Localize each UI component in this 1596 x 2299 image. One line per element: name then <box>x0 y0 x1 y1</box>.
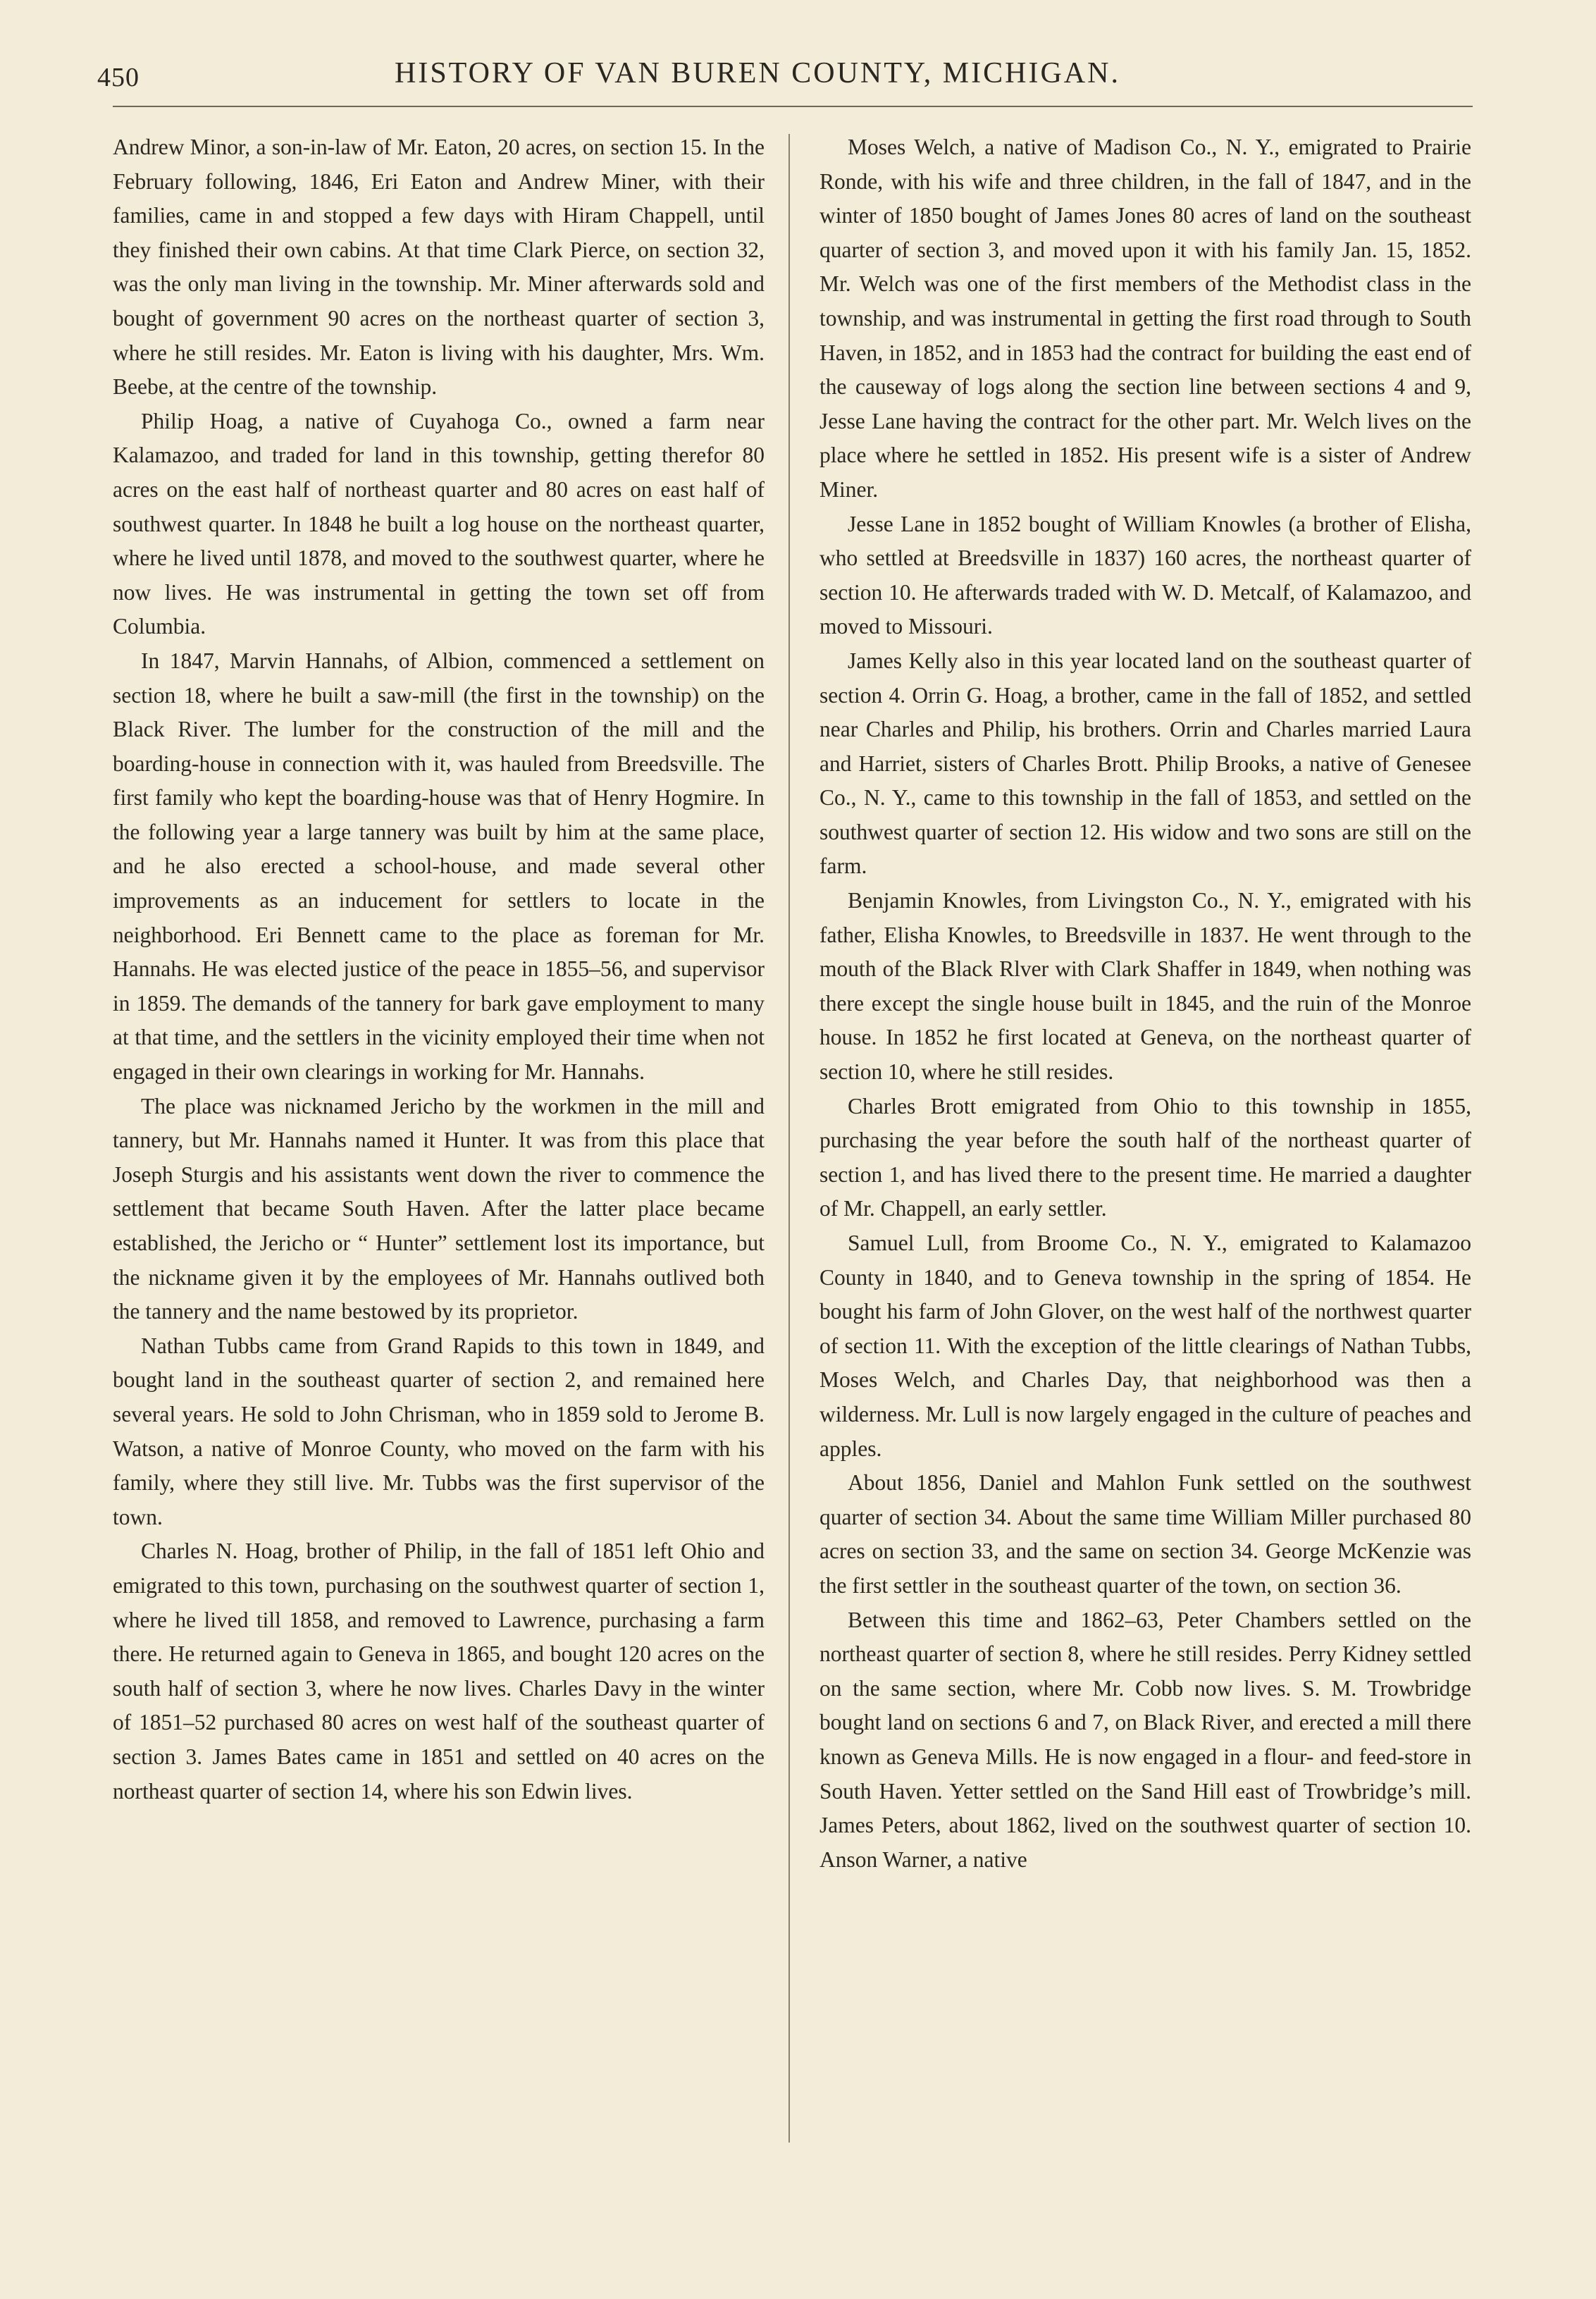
paragraph: Philip Hoag, a native of Cuyahoga Co., owned a farm near Kalamazoo, and traded for land in this township, getting therefor 80 acres on the east half of northeast quarter and 80 acres on east half of southwest quarter. In 1848 he built a log house on the northeast quarter, where he lived until 1878, and moved to the southwest quarter, where he now lives. He was instrumental in getting the town set off from Columbia. <box>113 408 765 639</box>
column-divider <box>788 134 790 2143</box>
paragraph: Charles N. Hoag, brother of Philip, in the fall of 1851 left Ohio and emigrated to this town, purchasing on the southwest quarter of section 1, where he lived till 1858, and removed to Lawrence, purchasing a farm there. He returned again to Geneva in 1865, and bought 120 acres on the south half of section 3, where he now lives. Charles Davy in the winter of 1851–52 purchased 80 acres on west half of the southeast quarter of section 3. James Bates came in 1851 and settled on 40 acres on the northeast quarter of section 14, where his son Edwin lives. <box>113 1539 765 1804</box>
paragraph: Moses Welch, a native of Madison Co., N. Y., emigrated to Prairie Ronde, with his wife and three children, in the fall of 1847, and in the winter of 1850 bought of James Jones 80 acres of land on the southeast quarter of section 3, and moved upon it with his family Jan. 15, 1852. Mr. Welch was one of the first members of the Methodist class in the township, and was instrumental in getting the first road through to South Haven, in 1852, and in 1853 had the contract for building the east end of the causeway of logs along the section line between sections 4 and 9, Jesse Lane having the contract for the other part. Mr. Welch lives on the place where he settled in 1852. His present wife is a sister of Andrew Miner. <box>819 135 1471 502</box>
paragraph: Nathan Tubbs came from Grand Rapids to this town in 1849, and bought land in the southeast quarter of section 2, and remained here several years. He sold to John Chrisman, who in 1859 sold to Jerome B. Watson, a native of Monroe County, who moved on the farm with his family, where they still live. Mr. Tubbs was the first supervisor of the town. <box>113 1333 765 1529</box>
page-number: 450 <box>97 63 140 92</box>
paragraph: Samuel Lull, from Broome Co., N. Y., emigrated to Kalamazoo County in 1840, and to Geneva township in the spring of 1854. He bought his farm of John Glover, on the west half of the northwest quarter of section 11. With the exception of the little clearings of Nathan Tubbs, Moses Welch, and Charles Day, that neighborhood was then a wilderness. Mr. Lull is now largely engaged in the culture of peaches and apples. <box>819 1231 1471 1461</box>
paragraph: In 1847, Marvin Hannahs, of Albion, commenced a settlement on section 18, where he built a saw-mill (the first in the township) on the Black River. The lumber for the construction of the mill and the boarding-house in connection with it, was hauled from Breedsville. The first family who kept the boarding-house was that of Henry Hogmire. In the following year a large tannery was built by him at the same place, and he also erected a school-house, and made several other improvements as an inducement for settlers to locate in the neighborhood. Eri Bennett came to the place as foreman for Mr. Hannahs. He was elected justice of the peace in 1855–56, and supervisor in 1859. The demands of the tannery for bark gave employment to many at that time, and the settlers in the vicinity employed their time when not engaged in their own clearings in working for Mr. Hannahs. <box>113 648 765 1085</box>
paragraph: About 1856, Daniel and Mahlon Funk settled on the southwest quarter of section 34. About the same time William Miller purchased 80 acres on section 33, and the same on section 34. George McKenzie was the first settler in the southeast quarter of the town, on section 36. <box>819 1470 1471 1598</box>
paragraph: Benjamin Knowles, from Livingston Co., N. Y., emigrated with his father, Elisha Knowles, to Breedsville in 1837. He went through to the mouth of the Black Rlver with Clark Shaffer in 1849, when nothing was there except the single house built in 1845, and the ruin of the Monroe house. In 1852 he first located at Geneva, on the northeast quarter of section 10, where he still resides. <box>819 888 1471 1085</box>
paragraph: The place was nicknamed Jericho by the workmen in the mill and tannery, but Mr. Hannahs named it Hunter. It was from this place that Joseph Sturgis and his assistants went down the river to commence the settlement that became South Haven. After the latter place became established, the Jericho or “ Hunter” settlement lost its importance, but the nickname given it by the employees of Mr. Hannahs outlived both the tannery and the name bestowed by its proprietor. <box>113 1093 765 1324</box>
running-title: HISTORY OF VAN BUREN COUNTY, MICHIGAN. <box>395 57 1120 90</box>
paragraph: James Kelly also in this year located land on the southeast quarter of section 4. Orrin G. Hoag, a brother, came in the fall of 1852, and settled near Charles and Philip, his brothers. Orrin and Charles married Laura and Harriet, sisters of Charles Brott. Philip Brooks, a native of Genesee Co., N. Y., came to this township in the fall of 1853, and settled on the southwest quarter of section 12. His widow and two sons are still on the farm. <box>819 648 1471 879</box>
header-rule <box>113 106 1473 107</box>
paragraph: Charles Brott emigrated from Ohio to this township in 1855, purchasing the year before the south half of the northeast quarter of section 1, and has lived there to the present time. He married a daughter of Mr. Chappell, an early settler. <box>819 1093 1471 1221</box>
right-column <box>819 130 1471 1877</box>
left-column <box>113 130 765 1808</box>
paragraph: Andrew Minor, a son-in-law of Mr. Eaton, 20 acres, on section 15. In the February following, 1846, Eri Eaton and Andrew Miner, with their families, came in and stopped a few days with Hiram Chappell, until they finished their own cabins. At that time Clark Pierce, on section 32, was the only man living in the township. Mr. Miner afterwards sold and bought of government 90 acres on the northeast quarter of section 3, where he still resides. Mr. Eaton is living with his daughter, Mrs. Wm. Beebe, at the centre of the township. <box>113 135 765 400</box>
paragraph: Between this time and 1862–63, Peter Chambers settled on the northeast quarter of section 8, where he still resides. Perry Kidney settled on the same section, where Mr. Cobb now lives. S. M. Trowbridge bought land on sections 6 and 7, on Black River, and erected a mill there known as Geneva Mills. He is now engaged in a flour- and feed-store in South Haven. Yetter settled on the Sand Hill east of Trowbridge’s mill. James Peters, about 1862, lived on the southwest quarter of section 10. Anson Warner, a native <box>819 1607 1471 1872</box>
paragraph: Jesse Lane in 1852 bought of William Knowles (a brother of Elisha, who settled at Breedsville in 1837) 160 acres, the northeast quarter of section 10. He afterwards traded with W. D. Metcalf, of Kalamazoo, and moved to Missouri. <box>819 511 1471 639</box>
